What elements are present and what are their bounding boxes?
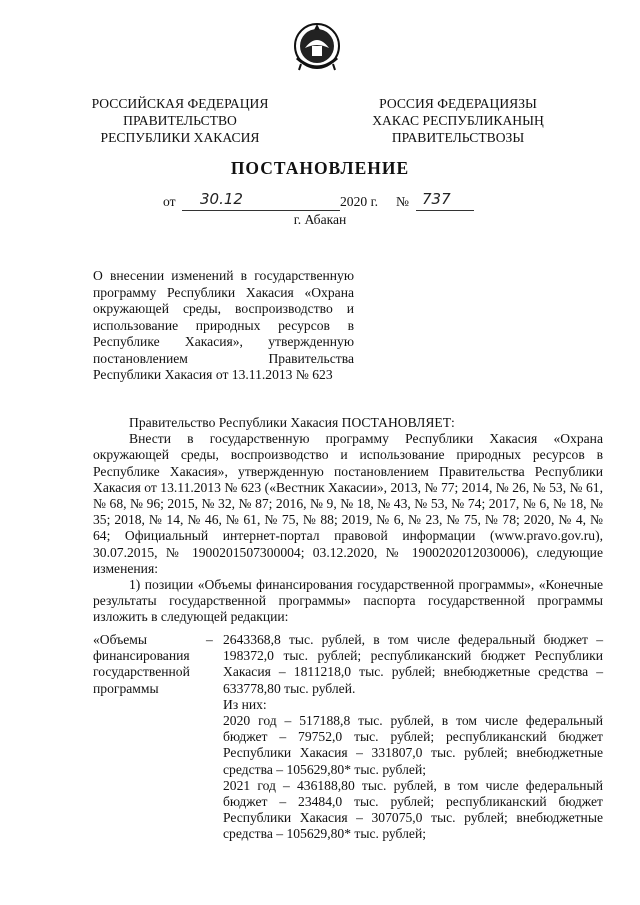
handwritten-date: 30.12 — [200, 190, 243, 208]
funding-2021: 2021 год – 436188,80 тыс. рублей, в том числе федеральный бюджет – 23484,0 тыс. рублей; республиканский бюджет Республики Хакасия – 307075,0 тыс. рублей; внебюджетные средства – 105629,80* тыс. рублей; — [223, 777, 603, 842]
date-prefix: от — [163, 194, 176, 209]
subject-line: О внесении изменений в государственную — [93, 268, 354, 283]
coat-of-arms-icon — [291, 18, 343, 78]
city: г. Абакан — [293, 212, 347, 227]
subject-line: программу Республики Хакасия «Охрана — [93, 284, 354, 300]
funding-of-them: Из них: — [223, 696, 267, 712]
funding-dash: – — [206, 632, 213, 647]
funding-details — [223, 632, 603, 843]
header-right-line: РОССИЯ ФЕДЕРАЦИЯЗЫ — [379, 96, 537, 111]
document-title: ПОСТАНОВЛЕНИЕ — [230, 158, 410, 178]
item-1-paragraph: 1) позиции «Объемы финансирования государственной программы», «Конечные результаты государственной программы» паспорта государственной программы изложить в следующей редакции: — [93, 577, 603, 625]
header-left — [80, 95, 280, 146]
decree-statement: Правительство Республики Хакасия ПОСТАНОВЛЯЕТ: — [129, 415, 455, 430]
funding-2020: 2020 год – 517188,8 тыс. рублей, в том числе федеральный бюджет – 79752,0 тыс. рублей; республиканский бюджет Республики Хакасия – 331807,0 тыс. рублей; внебюджетные средства – 105629,80* тыс. рублей; — [223, 713, 603, 777]
date-year: 2020 г. — [340, 194, 379, 209]
khakassia-coat-of-arms-icon — [291, 18, 343, 78]
header-left-line: РЕСПУБЛИКИ ХАКАСИЯ — [100, 130, 260, 145]
number-sign: № — [396, 194, 409, 209]
amendment-paragraph: Внести в государственную программу Республики Хакасия «Охрана окружающей среды, воспроизводство и использование природных ресурсов в Республике Хакасия», утвержденную постановлением Правительства Республики Хакасия от 13.11.2013 № 623 («Вестник Хакасии», 2013, № 77; 2014, № 26, № 53, № 61, № 68, № 96; 2015, № 32, № 87; 2016, № 9, № 18, № 43, № 53, № 74; 2017, № 6, № 18, № 35; 2018, № 14, № 46, № 61, № 75, № 88; 2019, № 6, № 23, № 75, № 78; 2020, № 4, № 64; Официальный интернет-портал правовой информации (www.pravo.gov.ru), 30.07.2015, № 1900201507300004; 03.12.2020, № 1900202012030006), следующие изменения: — [93, 431, 603, 576]
subject-line: окружающей среды, воспроизводство и — [93, 301, 354, 316]
subject-line: использование природных ресурсов в — [93, 317, 354, 333]
funding-total: 2643368,8 тыс. рублей, в том числе федеральный бюджет – 198372,0 тыс. рублей; республиканский бюджет Республики Хакасия – 1811218,0 тыс. рублей; внебюджетные средства – 633778,80 тыс. рублей. — [223, 632, 603, 696]
subject-line: постановлением Правительства — [93, 350, 354, 366]
header-left-line: РОССИЙСКАЯ ФЕДЕРАЦИЯ — [91, 96, 269, 111]
header-right-line: ПРАВИТЕЛЬСТВОЗЫ — [391, 130, 525, 145]
header-left-line: ПРАВИТЕЛЬСТВО — [123, 113, 237, 128]
funding-label: «Объемы финансирования государственной программы — [93, 632, 190, 696]
subject-block — [93, 268, 354, 384]
decree-body — [93, 415, 603, 626]
header-right — [358, 95, 558, 146]
subject-line: Республики Хакасия от 13.11.2013 № 623 — [93, 367, 333, 382]
header-right-line: ХАКАС РЕСПУБЛИКАНЫҢ — [372, 113, 544, 128]
handwritten-number: 737 — [422, 190, 451, 208]
subject-line: Республике Хакасия», утвержденную — [93, 334, 354, 349]
